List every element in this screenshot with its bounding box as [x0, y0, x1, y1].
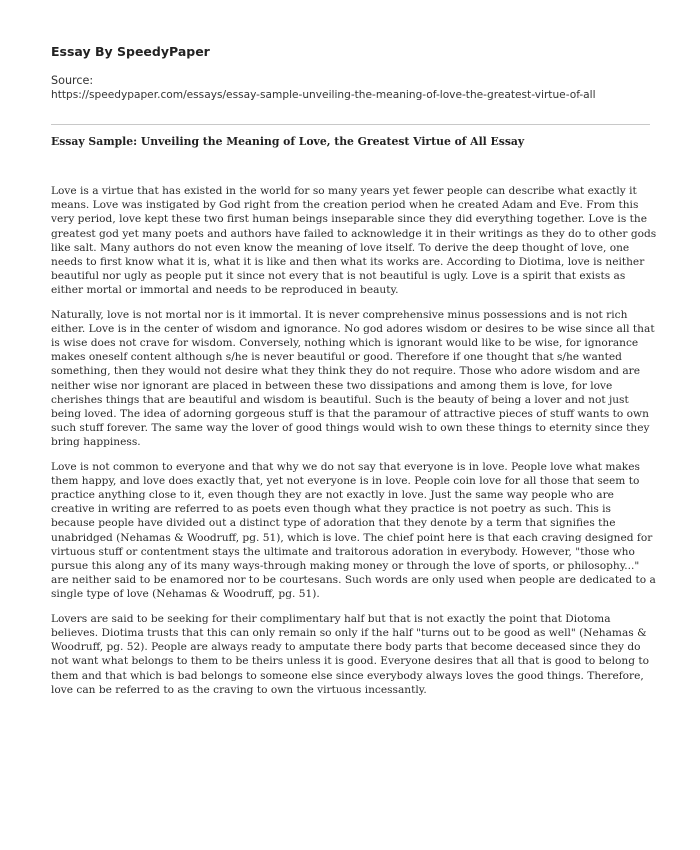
header-divider	[51, 124, 650, 125]
essay-paragraph-3: Love is not common to everyone and that why we do not say that everyone is in love. People love what makes them happy, and love does exactly that, yet not everyone is in love. People coin love for all those that seem to practice anything close to it, even though they are not exactly in love. Just the same way people who are creative in writing are referred to as poets even though what they practice is not poetry as such. This is because people have divided out a distinct type of adoration that they denote by a term that signifies the unabridged (Nehamas & Woodruff, pg. 51), which is love. The chief point here is that each craving designed for virtuous stuff or contentment stays the ultimate and traitorous adoration in everybody. However, "those who pursue this along any of its many ways-through making money or through the love of sports, or philosophy..." are neither said to be enamored nor to be courtesans. Such words are only used when people are dedicated to a single type of love (Nehamas & Woodruff, pg. 51).	[51, 460, 656, 601]
essay-body	[51, 184, 657, 707]
essay-paragraph-1: Love is a virtue that has existed in the world for so many years yet fewer people can describe what exactly it means. Love was instigated by God right from the creation period when he created Adam and Eve. From this very period, love kept these two first human beings inseparable since they did everything together. Love is the greatest god yet many poets and authors have failed to acknowledge it in their writings as they do to other gods like salt. Many authors do not even know the meaning of love itself. To derive the deep thought of love, one needs to first know what it is, what it is like and then what its works are. According to Diotima, love is neither beautiful nor ugly as people put it since not every that is not beautiful is ugly. Love is a spirit that exists as either mortal or immortal and needs to be reproduced in beauty.	[51, 185, 657, 297]
source-url: https://speedypaper.com/essays/essay-sample-unveiling-the-meaning-of-love-the-greatest-virtue-of-all	[51, 89, 596, 101]
source-label: Source:	[51, 74, 94, 87]
document-header-title: Essay By SpeedyPaper	[51, 44, 210, 59]
essay-title: Essay Sample: Unveiling the Meaning of Love, the Greatest Virtue of All Essay	[51, 135, 525, 148]
essay-paragraph-2: Naturally, love is not mortal nor is it immortal. It is never comprehensive minus possessions and is not rich either. Love is in the center of wisdom and ignorance. No god adores wisdom or desires to be wise since all that is wise does not crave for wisdom. Conversely, nothing which is ignorant would like to be wise, for ignorance makes oneself content although s/he is never beautiful or good. Therefore if one thought that s/he wanted something, then they would not desire what they think they do not require. Those who adore wisdom and are neither wise nor ignorant are placed in between these two dissipations and among them is love, for love cherishes things that are beautiful and wisdom is beautiful. Such is the beauty of being a lover and not just being loved. The idea of adorning gorgeous stuff is that the paramour of attractive pieces of stuff wants to own such stuff forever. The same way the lover of good things would wish to own these things to eternity since they bring happiness.	[51, 308, 655, 449]
essay-paragraph-4: Lovers are said to be seeking for their complimentary half but that is not exactly the point that Diotoma believes. Diotima trusts that this can only remain so only if the half "turns out to be good as well" (Nehamas & Woodruff, pg. 52). People are always ready to amputate there body parts that become deceased since they do not want what belongs to them to be theirs unless it is good. Everyone desires that all that is good to belong to them and that which is bad belongs to someone else since everybody always loves the good things. Therefore, love can be referred to as the craving to own the virtuous incessantly.	[51, 612, 649, 696]
